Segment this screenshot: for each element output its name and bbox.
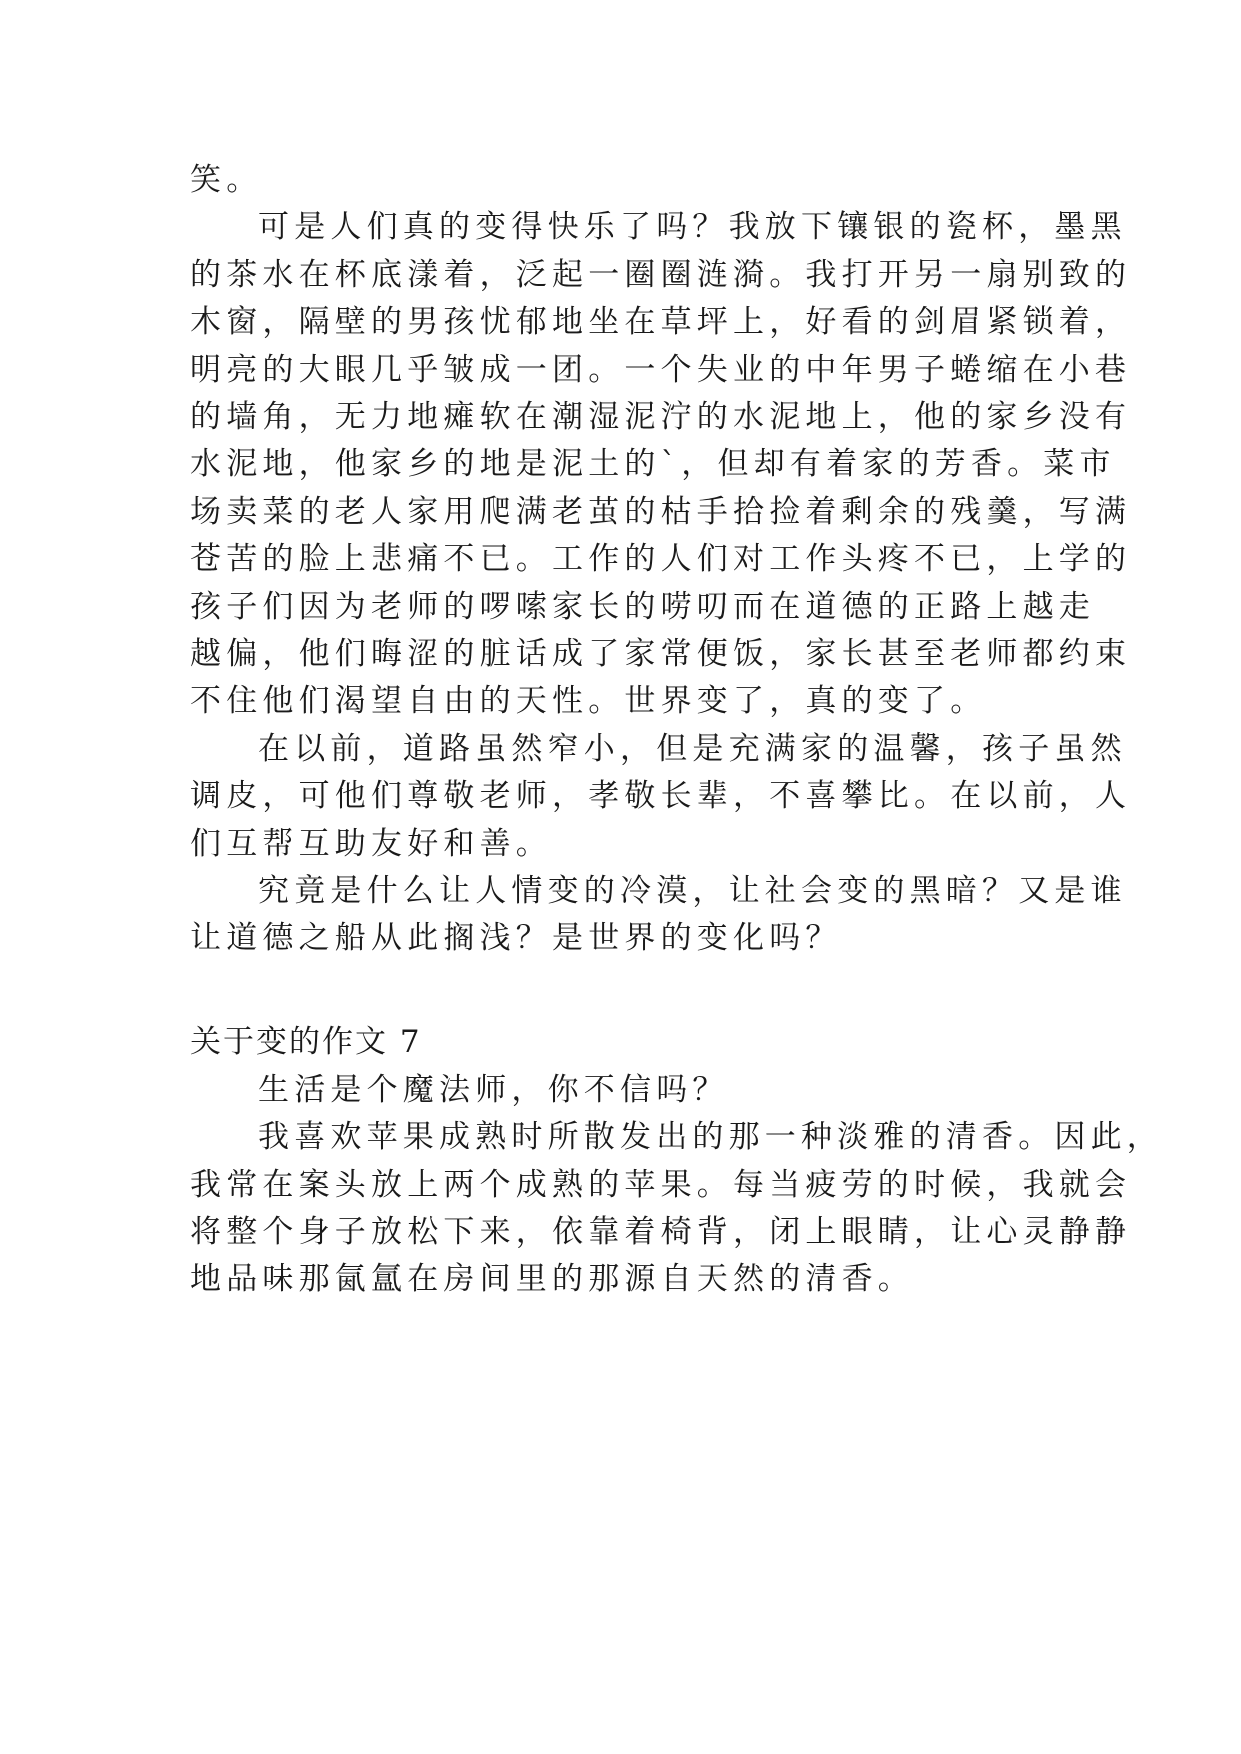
text-line: 的茶水在杯底漾着，泛起一圈圈涟漪。我打开另一扇别致的 [190, 257, 1132, 293]
text-line: 我常在案头放上两个成熟的苹果。每当疲劳的时候，我就会 [190, 1167, 1132, 1203]
text-line: 们互帮互助友好和善。 [190, 826, 552, 862]
text-line: 明亮的大眼几乎皱成一团。一个失业的中年男子蜷缩在小巷 [190, 352, 1132, 388]
text-line: 调皮，可他们尊敬老师，孝敬长辈，不喜攀比。在以前，人 [190, 778, 1132, 814]
text-line: 将整个身子放松下来，依靠着椅背，闭上眼睛，让心灵静静 [190, 1214, 1132, 1250]
text-line: 地品味那氤氲在房间里的那源自天然的清香。 [190, 1261, 914, 1297]
text-line: 的墙角，无力地瘫软在潮湿泥泞的水泥地上，他的家乡没有 [190, 399, 1132, 435]
text-line: 场卖菜的老人家用爬满老茧的枯手拾捡着剩余的残羹，写满 [190, 494, 1132, 530]
text-line: 木窗，隔壁的男孩忧郁地坐在草坪上，好看的剑眉紧锁着， [190, 304, 1132, 340]
paragraph-start-line: 生活是个魔法师，你不信吗？ [258, 1072, 729, 1108]
paragraph-start-line: 可是人们真的变得快乐了吗？我放下镶银的瓷杯，墨黑 [258, 209, 1127, 245]
text-line: 不住他们渴望自由的天性。世界变了，真的变了。 [190, 683, 987, 719]
paragraph-start-line: 我喜欢苹果成熟时所散发出的那一种淡雅的清香。因此， [258, 1119, 1163, 1155]
text-line: 让道德之船从此搁浅？是世界的变化吗？ [190, 920, 842, 956]
section-heading: 关于变的作文 7 [190, 1024, 422, 1060]
text-line: 水泥地，他家乡的地是泥土的`，但却有着家的芳香。菜市 [190, 446, 1116, 482]
text-line: 笑。 [190, 162, 263, 198]
text-line: 孩子们因为老师的啰嗦家长的唠叨而在道德的正路上越走 [190, 589, 1095, 625]
text-line: 越偏，他们晦涩的脏话成了家常便饭，家长甚至老师都约束 [190, 636, 1132, 672]
text-line: 苍苦的脸上悲痛不已。工作的人们对工作头疼不已，上学的 [190, 541, 1132, 577]
paragraph-start-line: 究竟是什么让人情变的冷漠，让社会变的黑暗？又是谁 [258, 873, 1127, 909]
paragraph-start-line: 在以前，道路虽然窄小，但是充满家的温馨，孩子虽然 [258, 731, 1127, 767]
